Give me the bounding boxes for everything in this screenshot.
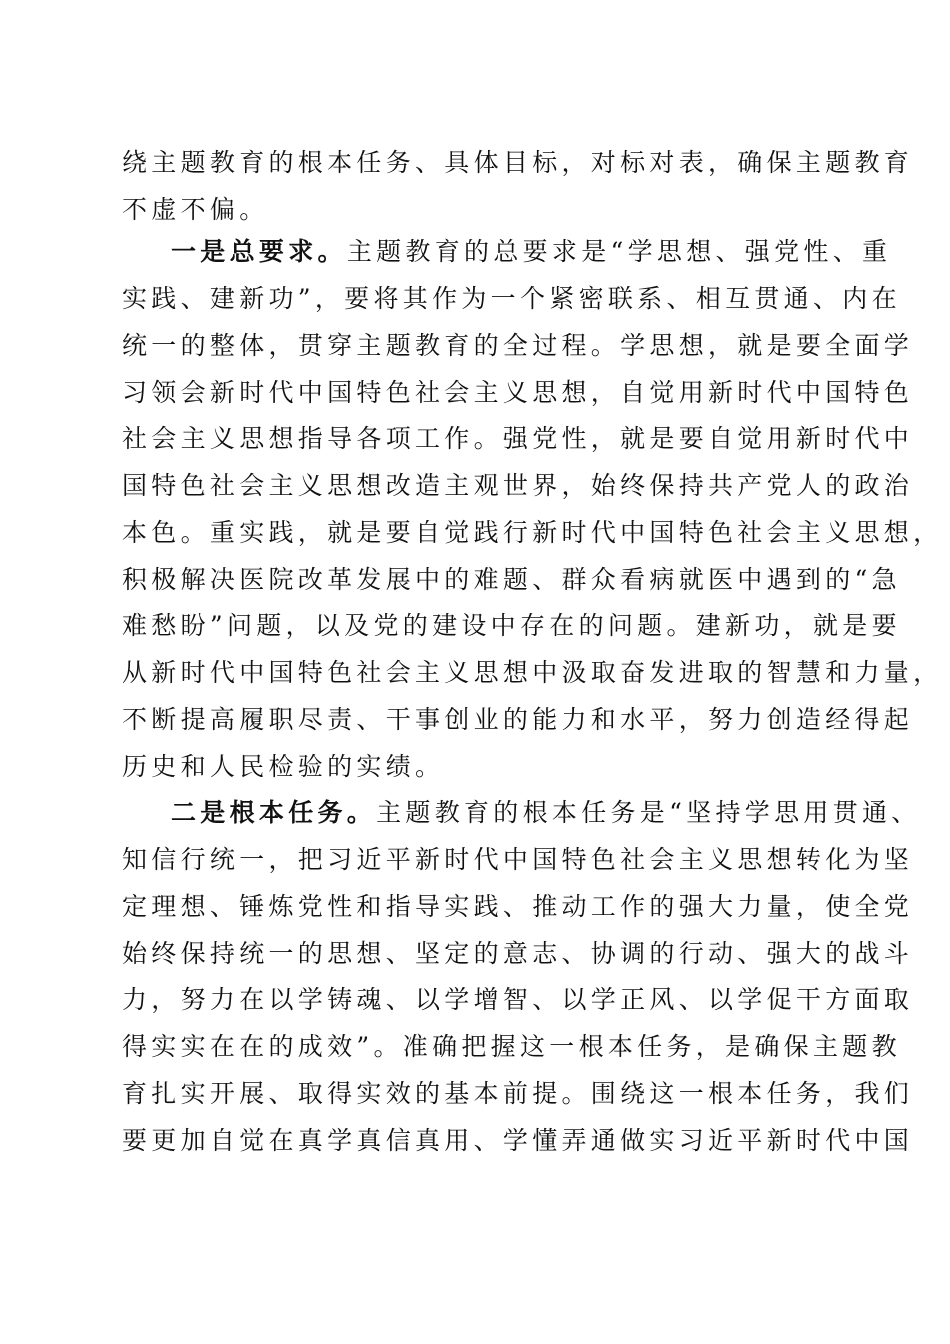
paragraph-2-line: 育扎实开展、取得实效的基本前提。围绕这一根本任务，我们 [122, 1079, 914, 1108]
paragraph-2-line: 定理想、锤炼党性和指导实践、推动工作的强大力量，使全党 [122, 892, 914, 921]
paragraph-2-line: 力，努力在以学铸魂、以学增智、以学正风、以学促干方面取 [122, 985, 914, 1014]
intro-line-1: 绕主题教育的根本任务、具体目标，对标对表，确保主题教育 [122, 148, 914, 177]
paragraph-2-heading: 二是根本任务。 [171, 798, 377, 827]
paragraph-1-heading: 一是总要求。 [171, 237, 347, 266]
paragraph-1-line: 本色。重实践，就是要自觉践行新时代中国特色社会主义思想， [122, 518, 943, 547]
paragraph-2-first-line [171, 798, 921, 828]
paragraph-2-first-line-text: 主题教育的根本任务是“坚持学思用贯通、 [376, 798, 921, 827]
paragraph-1-line: 积极解决医院改革发展中的难题、群众看病就医中遇到的“急 [122, 565, 901, 594]
paragraph-1-line: 难愁盼”问题，以及党的建设中存在的问题。建新功，就是要 [122, 611, 901, 640]
paragraph-1-first-line-text: 主题教育的总要求是“学思想、强党性、重 [346, 237, 892, 266]
paragraph-1-line: 历史和人民检验的实绩。 [122, 752, 445, 781]
paragraph-1-line: 实践、建新功”，要将其作为一个紧密联系、相互贯通、内在 [122, 284, 901, 313]
paragraph-2-line: 知信行统一，把习近平新时代中国特色社会主义思想转化为坚 [122, 845, 914, 874]
paragraph-2-line: 要更加自觉在真学真信真用、学懂弄通做实习近平新时代中国 [122, 1126, 914, 1155]
paragraph-1-first-line [171, 237, 891, 267]
paragraph-1-line: 不断提高履职尽责、干事创业的能力和水平，努力创造经得起 [122, 705, 914, 734]
paragraph-1-line: 统一的整体，贯穿主题教育的全过程。学思想，就是要全面学 [122, 331, 914, 360]
paragraph-1-line: 国特色社会主义思想改造主观世界，始终保持共产党人的政治 [122, 471, 914, 500]
paragraph-1-line: 社会主义思想指导各项工作。强党性，就是要自觉用新时代中 [122, 424, 914, 453]
paragraph-1-line: 从新时代中国特色社会主义思想中汲取奋发进取的智慧和力量， [122, 658, 943, 687]
paragraph-2-line: 始终保持统一的思想、坚定的意志、协调的行动、强大的战斗 [122, 939, 914, 968]
paragraph-2-line: 得实实在在的成效”。准确把握这一根本任务，是确保主题教 [122, 1032, 901, 1061]
paragraph-1-line: 习领会新时代中国特色社会主义思想，自觉用新时代中国特色 [122, 378, 914, 407]
intro-line-2: 不虚不偏。 [122, 195, 269, 224]
